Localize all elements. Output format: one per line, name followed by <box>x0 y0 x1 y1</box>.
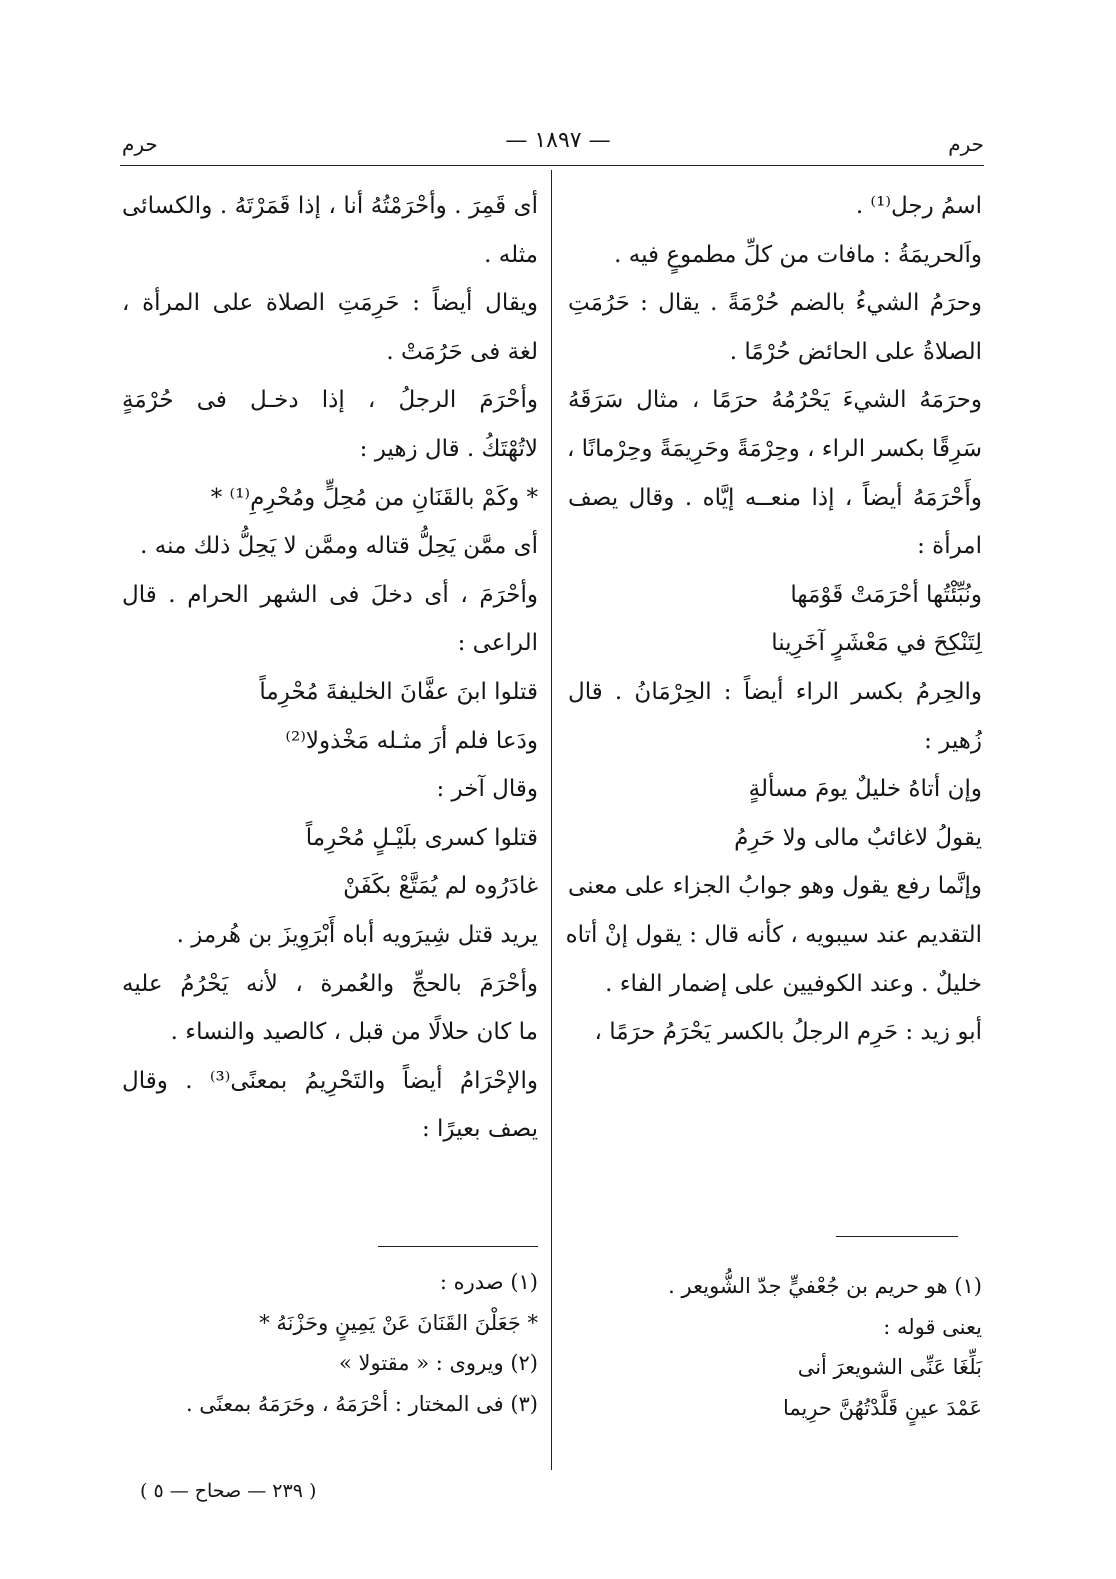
text-line: أى ممَّن يَحِلُّ قتاله وممَّن لا يَحِلُّ ذلك منه . <box>140 533 538 560</box>
footnotes-right <box>568 1266 982 1428</box>
footnote-rule-left <box>378 1246 538 1247</box>
verse-line: غادَرُوه لم يُمَتَّعْ بكَفَنْ <box>343 873 538 900</box>
verse-line: قتلوا ابنَ عفَّانَ الخليفةَ مُحْرِماً <box>259 678 538 705</box>
text-line: يصف بعيرًا : <box>421 1116 538 1143</box>
footnote-line: (٢) ويروى : « مقتولا » <box>338 1351 538 1375</box>
signature-mark: ( ٢٣٩ — صحاح — ٥ ) <box>140 1480 317 1502</box>
text-line: والحِرمُ بكسر الراء أيضاً : الحِرْمَانُ . قال <box>568 678 982 705</box>
text-line: وقال آخر : <box>436 776 538 803</box>
footnote-line: بَلِّغَا عَنِّى الشويعرَ أنى <box>797 1355 982 1379</box>
footnote-line: يعنى قوله : <box>883 1314 982 1339</box>
text-line: لاتُهْتَكُ . قال زهير : <box>359 435 538 462</box>
header-rule <box>120 165 984 166</box>
text-line: أبو زيد : حَرِم الرجلُ بالكسر يَحْرَمُ حرَمًا ، <box>594 1019 982 1046</box>
text-line: والإحْرَامُ أيضاً والتَحْرِيمُ بمعنًى⁽³⁾ . وقال <box>122 1067 538 1094</box>
footnote-line: * جَعَلْنَ القَنَانَ عَنْ يَمِينٍ وحَزْنَهُ * <box>259 1310 538 1335</box>
text-line: يريد قتل شِيرَويه أباه أَبْرَوِيزَ بن هُرمز . <box>176 921 538 948</box>
text-line: وحرَمُ الشيءُ بالضم حُرْمَةً . يقال : حَرُمَتِ <box>568 290 982 317</box>
text-line: خليلٌ . وعند الكوفيين على إضمار الفاء . <box>605 970 982 997</box>
text-line: الصلاةُ على الحائض حُرْمًا . <box>729 338 982 365</box>
page-number: — ١٨٩٧ — <box>505 128 611 153</box>
text-line: واَلحريمَةُ : مافات من كلِّ مطموعٍ فيه . <box>614 241 982 268</box>
verse-line: ودَعا فلم أرَ مثـله مَخْذولا⁽²⁾ <box>285 727 538 754</box>
text-line: الراعى : <box>457 630 538 657</box>
running-head-right: حرم <box>948 132 984 156</box>
right-column <box>565 182 982 1057</box>
verse-line: لِتَنْكِحَ في مَعْشَرٍ آخَرِينا <box>771 630 982 657</box>
verse-line: قتلوا كسرى بلَيْـلٍ مُحْرِماً <box>305 824 538 851</box>
text-line: وأحْرَمَ ، أى دخلَ فى الشهر الحرام . قال <box>122 581 538 608</box>
running-head-left: حرم <box>122 132 158 156</box>
text-line: أى قَمِرَ . وأحْرَمْتُهُ أنا ، إذا قَمَرْتَهُ . والكسائى <box>122 193 538 219</box>
footnote-line: (١) هو حريم بن جُعْفيٍّ جدّ الشُّويعر . <box>668 1274 982 1298</box>
verse-line: يقولُ لاغائبٌ مالى ولا حَرِمُ <box>734 824 982 851</box>
verse-line: ونُبِّئْتُها أحْرَمَتْ قَوْمَها <box>790 581 982 608</box>
text-line: سَرِقًا بكسر الراء ، وحِرْمَةً وحَرِيمَةً وحِرْمانًا ، <box>566 435 982 462</box>
text-line: مثله . <box>484 241 538 268</box>
text-line: وحرَمَهُ الشيءَ يَحْرُمُهُ حرَمًا ، مثال سَرَقَهُ <box>568 387 982 414</box>
text-line: ويقال أيضاً : حَرِمَتِ الصلاة على المرأة ، <box>122 290 538 317</box>
text-line: وأَحْرَمَهُ أيضاً ، إذا منعــه إيَّاه . وقال يصف <box>568 484 982 511</box>
column-divider <box>551 170 552 1470</box>
text-line: لغة فى حَرُمَتْ . <box>386 338 538 365</box>
text-line: وأحْرَمَ بالحجِّ والعُمرة ، لأنه يَحْرُمُ عليه <box>122 970 538 997</box>
footnote-line: (٣) فى المختار : أحْرَمَهُ ، وحَرَمَهُ بمعنًى . <box>185 1391 538 1416</box>
text-line: زُهير : <box>924 727 982 754</box>
text-line: وإنَّما رفع يقول وهو جوابُ الجزاء على معنى <box>568 873 982 900</box>
verse-line: وإن أتاهُ خليلٌ يومَ مسألةٍ <box>748 776 982 803</box>
footnote-line: عَمْدَ عينٍ قَلَّدْتُهُنَّ حرِيما <box>782 1395 982 1420</box>
text-line: ما كان حلالًا من قبل ، كالصيد والنساء . <box>170 1019 538 1046</box>
footnote-line: (١) صدره : <box>439 1270 538 1294</box>
footnotes-left <box>122 1262 538 1424</box>
text-line: وأحْرَمَ الرجلُ ، إذا دخـل فى حُرْمَةٍ <box>122 387 538 414</box>
text-line: اسمُ رجل⁽¹⁾ . <box>855 193 982 219</box>
text-line: امرأة : <box>917 533 982 560</box>
left-column <box>122 182 538 1154</box>
footnote-rule-right <box>836 1236 958 1237</box>
verse-line: * وكَمْ بالقَنَانِ من مُحِلٍّ ومُحْرِمِ⁽¹⁾ * <box>210 484 538 511</box>
text-line: التقديم عند سيبويه ، كأنه قال : يقول إنْ أتاه <box>565 921 982 948</box>
